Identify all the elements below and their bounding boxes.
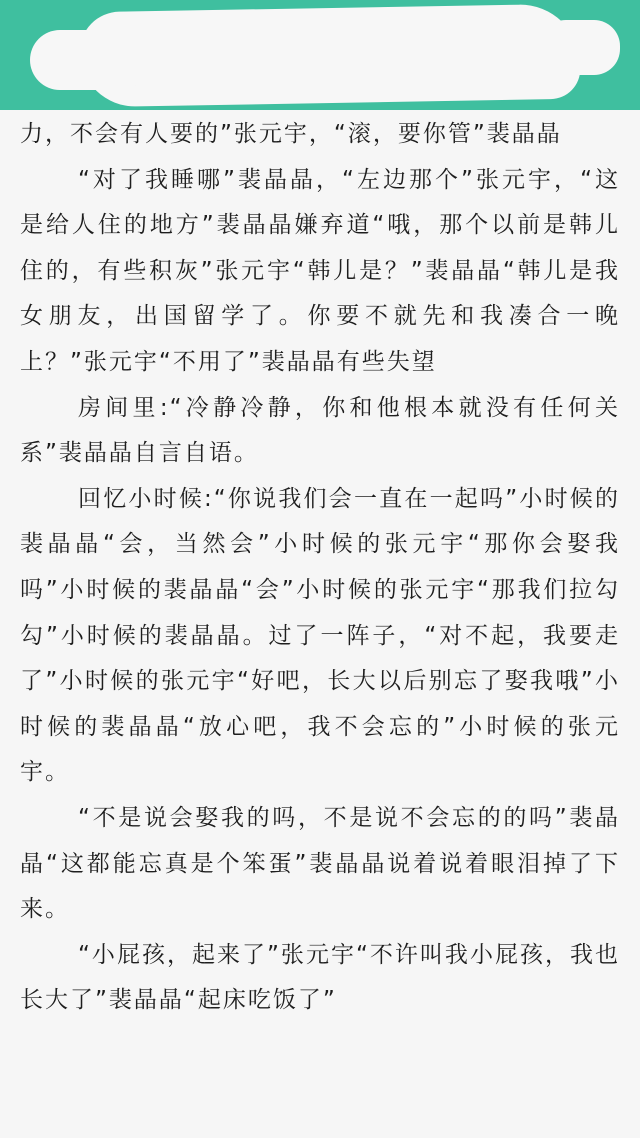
article-body[interactable] <box>20 112 620 1024</box>
redaction-scribble-right <box>540 20 620 75</box>
header-bar <box>0 0 640 110</box>
paragraph: 房间里:“冷静冷静，你和他根本就没有任何关系”裴晶晶自言自语。 <box>20 394 620 467</box>
redaction-scribble <box>79 4 581 108</box>
redaction-scribble-left <box>30 30 150 90</box>
paragraph: 力，不会有人要的”张元宇，“滚，要你管”裴晶晶 <box>20 121 562 147</box>
paragraph: 回忆小时候:“你说我们会一直在一起吗”小时候的裴晶晶“会，当然会”小时候的张元宇“那你会娶我吗”小时候的裴晶晶“会”小时候的张元宇“那我们拉勾勾”小时候的裴晶晶。过了一阵子，“对不起，我要走了”小时候的张元宇“好吧，长大以后别忘了娶我哦”小时候的裴晶晶“放心吧，我不会忘的”小时候的张元宇。 <box>20 485 620 786</box>
paragraph: “对了我睡哪”裴晶晶，“左边那个”张元宇，“这是给人住的地方”裴晶晶嫌弃道“哦，那个以前是韩儿住的，有些积灰”张元宇“韩儿是？”裴晶晶“韩儿是我女朋友，出国留学了。你要不就先和我凑合一晚上？”张元宇“不用了”裴晶晶有些失望 <box>20 166 620 375</box>
paragraph: “小屁孩，起来了”张元宇“不许叫我小屁孩，我也长大了”裴晶晶“起床吃饭了” <box>20 941 620 1014</box>
paragraph: “不是说会娶我的吗，不是说不会忘的的吗”裴晶晶“这都能忘真是个笨蛋”裴晶晶说着说着眼泪掉了下来。 <box>20 804 620 923</box>
